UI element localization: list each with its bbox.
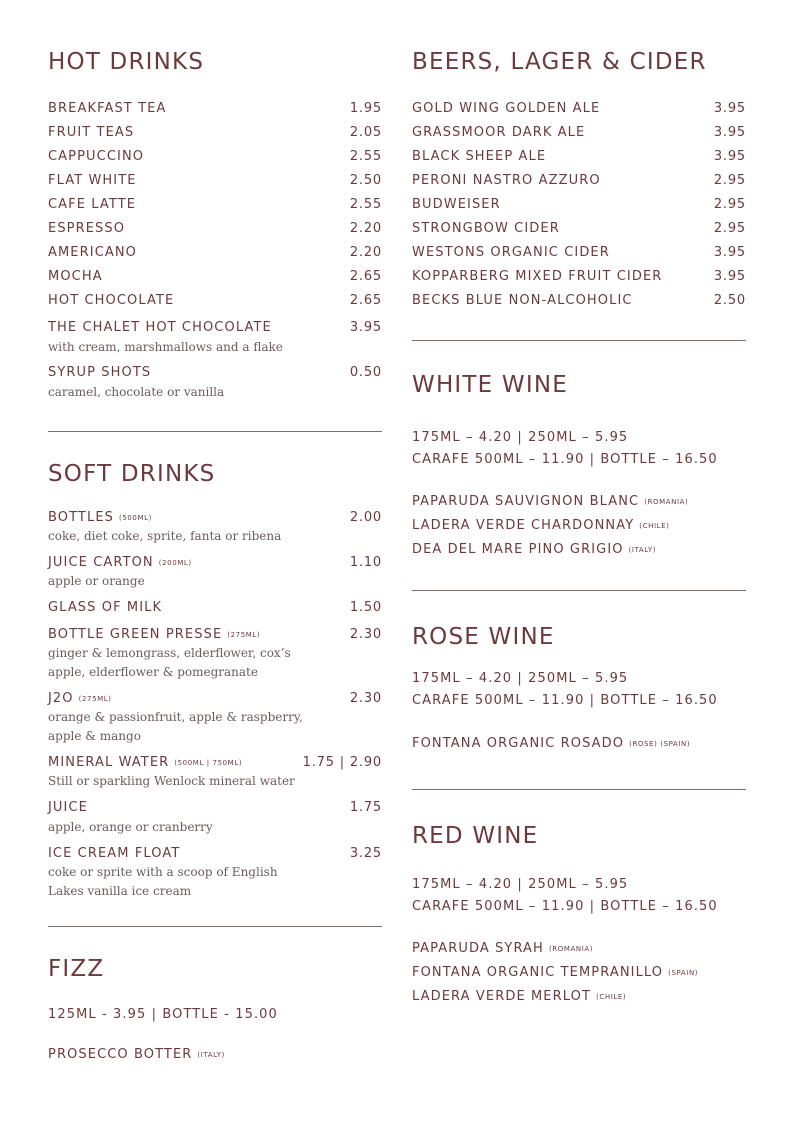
item-price: 3.95 <box>713 269 746 284</box>
soft-drinks-title: SOFT DRINKS <box>48 461 216 487</box>
item-name: WESTONS ORGANIC CIDER <box>412 245 610 260</box>
item-price: 3.95 <box>713 245 746 260</box>
red-wine-pricing-glass: 175ML – 4.20 | 250ML – 5.95 <box>412 877 629 892</box>
menu-item <box>48 627 382 643</box>
menu-item <box>412 542 656 558</box>
item-description: apple, orange or cranberry <box>48 820 213 834</box>
menu-item <box>48 755 382 771</box>
item-price: 1.75 <box>349 800 382 815</box>
white-wine-pricing-glass: 175ML – 4.20 | 250ML – 5.95 <box>412 430 629 445</box>
item-name: BOTTLE GREEN PRESSE <box>48 627 223 642</box>
menu-item <box>412 197 746 213</box>
rose-wine-pricing-carafe: CARAFE 500ML – 11.90 | BOTTLE – 16.50 <box>412 693 718 708</box>
fizz-title: FIZZ <box>48 956 105 982</box>
item-name: JUICE CARTON <box>48 555 154 570</box>
menu-item <box>412 125 746 141</box>
item-price: 1.75 | 2.90 <box>302 755 382 770</box>
item-origin: (CHILE) <box>596 993 627 1001</box>
item-price: 2.50 <box>349 173 382 188</box>
item-name: LADERA VERDE CHARDONNAY <box>412 518 635 533</box>
item-name: AMERICANO <box>48 245 138 260</box>
red-wine-pricing-carafe: CARAFE 500ML – 11.90 | BOTTLE – 16.50 <box>412 899 718 914</box>
menu-item <box>412 269 746 285</box>
menu-item <box>48 1047 225 1063</box>
item-origin: (CHILE) <box>639 522 670 530</box>
beers-title: BEERS, LAGER & CIDER <box>412 49 707 75</box>
menu-item <box>412 173 746 189</box>
item-name: MOCHA <box>48 269 103 284</box>
item-name: BOTTLES <box>48 510 114 525</box>
menu-item <box>48 600 382 616</box>
menu-item <box>48 293 382 309</box>
item-price: 2.65 <box>349 293 382 308</box>
item-name: PROSECCO BOTTER <box>48 1047 193 1062</box>
menu-item <box>48 800 382 816</box>
item-price: 3.95 <box>713 149 746 164</box>
menu-item <box>412 736 690 752</box>
section-divider <box>412 789 746 790</box>
menu-item <box>412 989 626 1005</box>
item-price: 2.30 <box>349 627 382 642</box>
item-name: CAPPUCCINO <box>48 149 145 164</box>
menu-item <box>412 494 688 510</box>
menu-item <box>412 965 698 981</box>
menu-item <box>48 149 382 165</box>
item-name: PERONI NASTRO AZZURO <box>412 173 601 188</box>
section-divider <box>48 926 382 927</box>
item-size: (200ML) <box>158 559 192 567</box>
item-name: FRUIT TEAS <box>48 125 135 140</box>
item-origin: (ITALY) <box>197 1051 225 1059</box>
item-name: GRASSMOOR DARK ALE <box>412 125 586 140</box>
item-price: 0.50 <box>349 365 382 380</box>
item-price: 3.95 <box>349 320 382 335</box>
item-name: FLAT WHITE <box>48 173 137 188</box>
white-wine-title: WHITE WINE <box>412 372 568 398</box>
rose-wine-pricing-glass: 175ML – 4.20 | 250ML – 5.95 <box>412 671 629 686</box>
item-name: HOT CHOCOLATE <box>48 293 175 308</box>
item-name: GLASS OF MILK <box>48 600 163 615</box>
item-price: 1.50 <box>349 600 382 615</box>
item-name: DEA DEL MARE PINO GRIGIO <box>412 542 624 557</box>
item-price: 1.95 <box>349 101 382 116</box>
item-price: 2.20 <box>349 245 382 260</box>
item-price: 2.30 <box>349 691 382 706</box>
menu-item <box>48 269 382 285</box>
item-price: 3.95 <box>713 101 746 116</box>
item-description: Still or sparkling Wenlock mineral water <box>48 774 295 788</box>
item-description: apple or orange <box>48 574 145 588</box>
item-description: ginger & lemongrass, elderflower, cox’s apple, elderflower & pomegranate <box>48 646 291 679</box>
hot-drinks-title: HOT DRINKS <box>48 49 205 75</box>
red-wine-title: RED WINE <box>412 823 539 849</box>
item-price: 2.55 <box>349 197 382 212</box>
menu-item <box>412 293 746 309</box>
menu-item <box>48 101 382 117</box>
item-origin: (ROMANIA) <box>644 498 689 506</box>
item-size: (275ML) <box>227 631 261 639</box>
menu-item <box>412 245 746 261</box>
fizz-pricing: 125ML - 3.95 | BOTTLE - 15.00 <box>48 1007 278 1022</box>
menu-item <box>48 197 382 213</box>
menu-item <box>412 941 593 957</box>
item-size: (275ML) <box>78 695 112 703</box>
section-divider <box>48 431 382 432</box>
item-name: MINERAL WATER <box>48 755 170 770</box>
menu-item <box>412 149 746 165</box>
item-price: 2.95 <box>713 221 746 236</box>
item-name: BREAKFAST TEA <box>48 101 167 116</box>
item-name: STRONGBOW CIDER <box>412 221 560 236</box>
item-price: 2.65 <box>349 269 382 284</box>
item-price: 2.95 <box>713 197 746 212</box>
item-name: BLACK SHEEP ALE <box>412 149 547 164</box>
item-price: 2.95 <box>713 173 746 188</box>
item-name: BECKS BLUE NON-ALCOHOLIC <box>412 293 633 308</box>
menu-item <box>48 846 382 862</box>
item-description: caramel, chocolate or vanilla <box>48 385 225 399</box>
item-size: (500ML) <box>118 514 152 522</box>
item-origin: (ROSE) (SPAIN) <box>629 740 691 748</box>
item-description: orange & passionfruit, apple & raspberry, apple & mango <box>48 710 303 743</box>
item-size: (500ML | 750ML) <box>174 759 243 767</box>
menu-item <box>48 221 382 237</box>
item-description: coke or sprite with a scoop of English Lakes vanilla ice cream <box>48 865 278 898</box>
item-name: CAFE LATTE <box>48 197 137 212</box>
item-name: ICE CREAM FLOAT <box>48 846 181 861</box>
menu-item <box>412 101 746 117</box>
item-origin: (SPAIN) <box>668 969 699 977</box>
menu-item <box>48 320 382 336</box>
item-name: FONTANA ORGANIC TEMPRANILLO <box>412 965 664 980</box>
white-wine-pricing-carafe: CARAFE 500ML – 11.90 | BOTTLE – 16.50 <box>412 452 718 467</box>
item-name: ESPRESSO <box>48 221 126 236</box>
item-price: 2.05 <box>349 125 382 140</box>
menu-item <box>48 173 382 189</box>
menu-item <box>48 691 382 707</box>
menu-item <box>48 125 382 141</box>
item-origin: (ROMANIA) <box>548 945 594 953</box>
menu-item <box>48 245 382 261</box>
section-divider <box>412 340 746 341</box>
item-price: 2.00 <box>349 510 382 525</box>
item-price: 3.25 <box>349 846 382 861</box>
menu-item <box>412 518 669 534</box>
menu-item <box>48 365 382 381</box>
item-name: KOPPARBERG MIXED FRUIT CIDER <box>412 269 663 284</box>
item-price: 2.50 <box>713 293 746 308</box>
item-price: 3.95 <box>713 125 746 140</box>
item-name: PAPARUDA SAUVIGNON BLANC <box>412 494 640 509</box>
rose-wine-title: ROSE WINE <box>412 624 555 650</box>
menu-item <box>412 221 746 237</box>
item-name: JUICE <box>48 800 88 815</box>
item-name: FONTANA ORGANIC ROSADO <box>412 736 625 751</box>
item-price: 2.20 <box>349 221 382 236</box>
item-price: 2.55 <box>349 149 382 164</box>
item-name: LADERA VERDE MERLOT <box>412 989 592 1004</box>
menu-item <box>48 555 382 571</box>
item-origin: (ITALY) <box>628 546 657 554</box>
item-description: coke, diet coke, sprite, fanta or ribena <box>48 529 282 543</box>
menu-item <box>48 510 382 526</box>
item-price: 1.10 <box>349 555 382 570</box>
item-name: THE CHALET HOT CHOCOLATE <box>48 320 272 335</box>
item-name: BUDWEISER <box>412 197 501 212</box>
item-name: SYRUP SHOTS <box>48 365 152 380</box>
section-divider <box>412 590 746 591</box>
item-name: J2O <box>48 691 74 706</box>
item-name: GOLD WING GOLDEN ALE <box>412 101 601 116</box>
item-name: PAPARUDA SYRAH <box>412 941 544 956</box>
item-description: with cream, marshmallows and a flake <box>48 340 283 354</box>
